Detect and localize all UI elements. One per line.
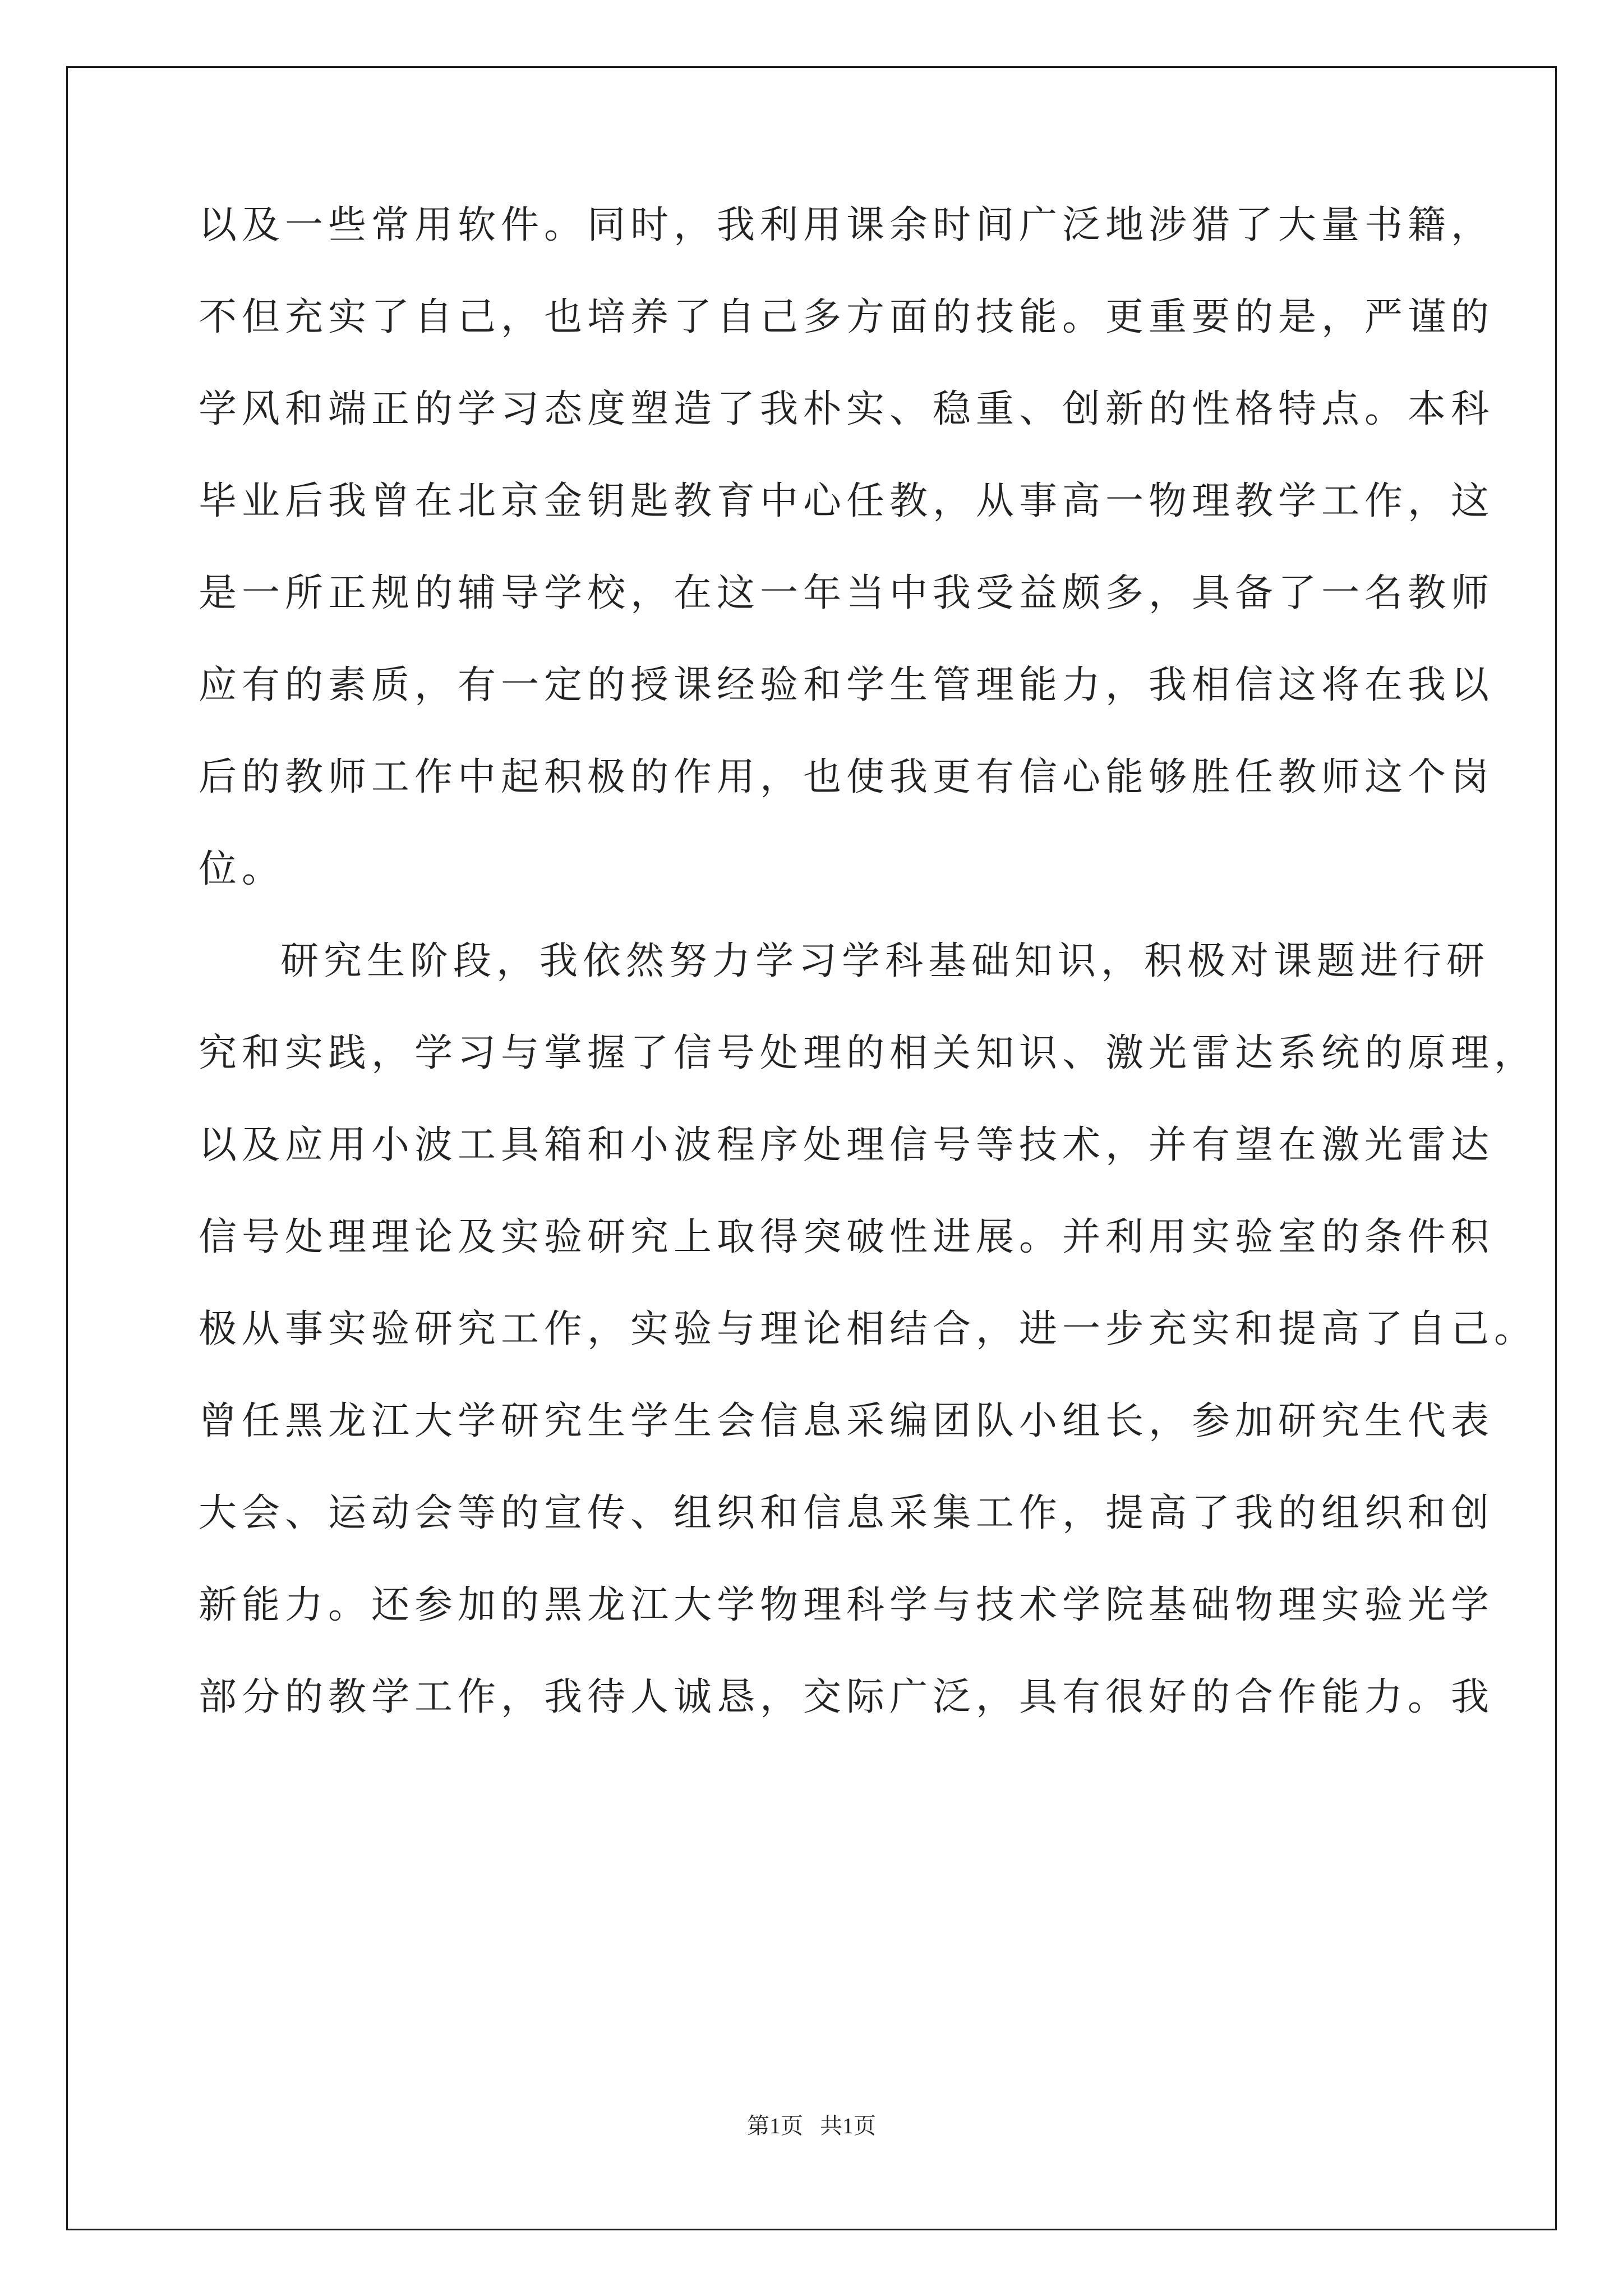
text-line: 大会、运动会等的宣传、组织和信息采集工作，提高了我的组织和创 [199, 1491, 1495, 1535]
text-line: 究和实践，学习与掌握了信号处理的相关知识、激光雷达系统的原理， [199, 1031, 1538, 1075]
text-line: 新能力。还参加的黑龙江大学物理科学与技术学院基础物理实验光学 [199, 1583, 1495, 1627]
text-line: 以及应用小波工具箱和小波程序处理信号等技术，并有望在激光雷达 [199, 1123, 1495, 1167]
text-line: 极从事实验研究工作，实验与理论相结合，进一步充实和提高了自己。 [199, 1307, 1538, 1351]
text-line: 以及一些常用软件。同时，我利用课余时间广泛地涉猎了大量书籍， [199, 203, 1495, 247]
text-line: 曾任黑龙江大学研究生学生会信息采编团队小组长，参加研究生代表 [199, 1399, 1495, 1443]
text-line: 学风和端正的学习态度塑造了我朴实、稳重、创新的性格特点。本科 [199, 387, 1495, 431]
paragraph-first-line: 研究生阶段，我依然努力学习学科基础知识，积极对课题进行研 [280, 939, 1490, 983]
text-line: 部分的教学工作，我待人诚恳，交际广泛，具有很好的合作能力。我 [199, 1675, 1495, 1719]
text-line: 应有的素质，有一定的授课经验和学生管理能力，我相信这将在我以 [199, 663, 1495, 707]
text-line: 毕业后我曾在北京金钥匙教育中心任教，从事高一物理教学工作，这 [199, 479, 1495, 523]
text-line: 不但充实了自己，也培养了自己多方面的技能。更重要的是，严谨的 [199, 295, 1495, 339]
text-line: 信号处理理论及实验研究上取得突破性进展。并利用实验室的条件积 [199, 1215, 1495, 1259]
page-footer: 第1页 共1页 [747, 2113, 876, 2138]
text-line: 后的教师工作中起积极的作用，也使我更有信心能够胜任教师这个岗 [199, 755, 1495, 799]
text-line: 是一所正规的辅导学校，在这一年当中我受益颇多，具备了一名教师 [199, 571, 1495, 615]
text-line: 位。 [199, 847, 285, 891]
